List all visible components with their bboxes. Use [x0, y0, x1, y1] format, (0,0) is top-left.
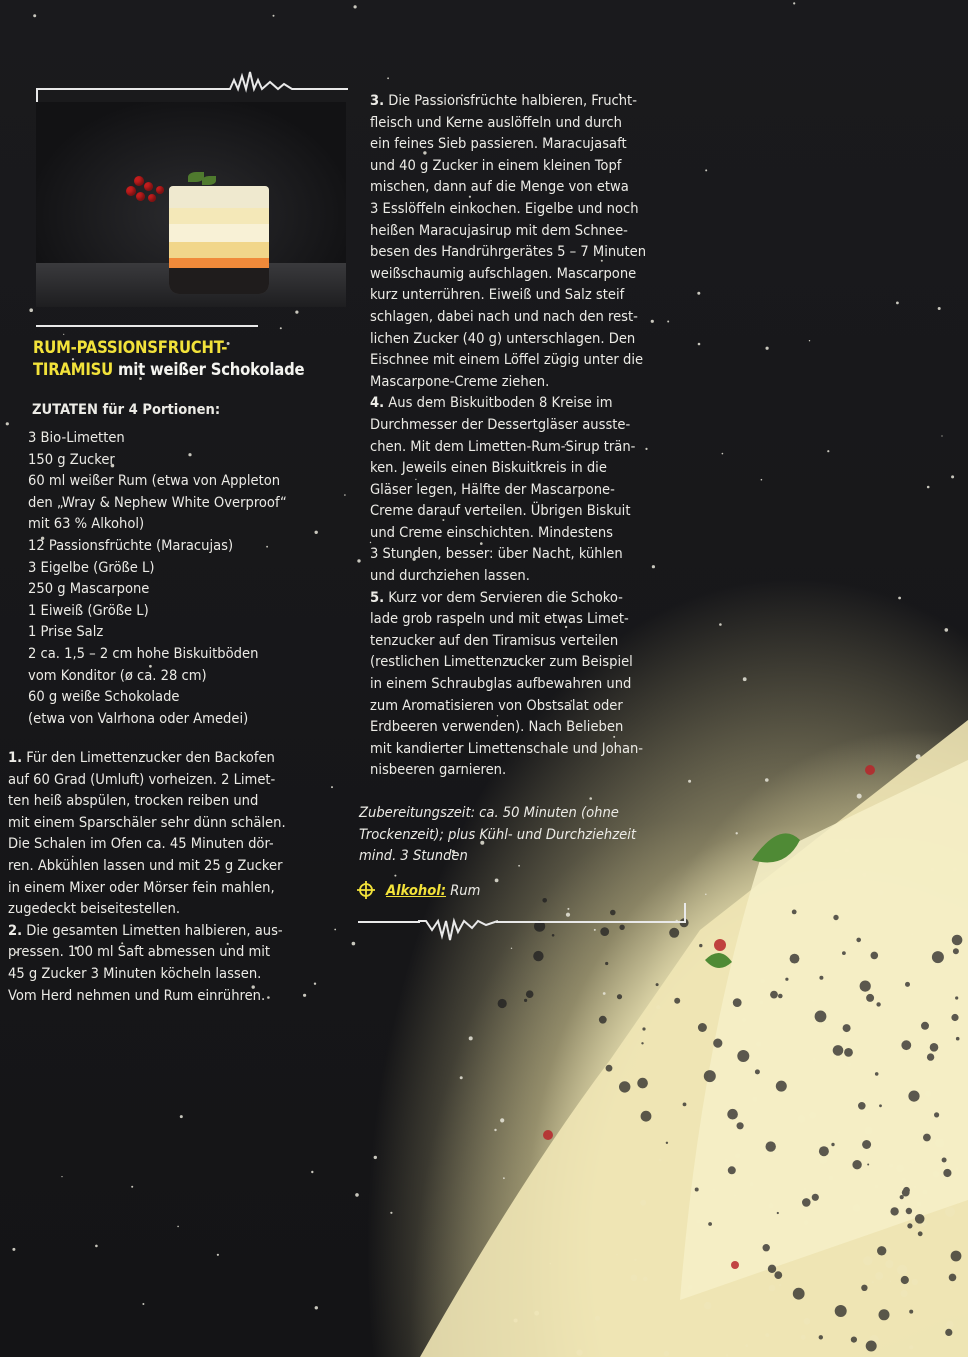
shadow-speck	[835, 1305, 847, 1317]
sugar-speck	[857, 794, 862, 799]
step-1-line: ren. Abkühlen lassen und mit 25 g Zucker	[8, 856, 283, 874]
sugar-speck	[315, 1306, 318, 1309]
shadow-speck	[669, 928, 679, 938]
ingredients-list	[28, 427, 358, 729]
title-subtitle: mit weißer Schokolade	[117, 360, 305, 379]
shadow-speck	[921, 1022, 929, 1030]
step-4-line: Creme darauf verteilen. Übrigen Biskuit	[370, 502, 631, 520]
shadow-speck	[930, 1043, 939, 1052]
shadow-speck	[792, 910, 797, 915]
shadow-speck	[861, 1285, 867, 1291]
sugar-speck	[567, 908, 569, 910]
shadow-speck	[778, 994, 783, 999]
step-5-line	[370, 587, 700, 609]
shadow-speck	[945, 1329, 952, 1336]
shadow-speck	[713, 1039, 722, 1048]
step-1-line: auf 60 Grad (Umluft) vorheizen. 2 Limet-	[8, 770, 276, 788]
shadow-speck	[900, 1195, 904, 1199]
shadow-speck	[812, 1194, 819, 1201]
sugar-speck	[945, 628, 949, 632]
shadow-speck	[909, 1310, 913, 1314]
shadow-speck	[951, 1014, 958, 1021]
shadow-speck	[683, 1103, 687, 1107]
shadow-speck	[524, 999, 527, 1002]
step-4-text: Aus dem Biskuitboden 8 Kreise im	[388, 394, 613, 412]
step-2-line: Vom Herd nehmen und Rum einrühren.	[8, 986, 266, 1004]
shadow-speck	[851, 1337, 857, 1343]
shadow-speck	[956, 1037, 960, 1041]
shadow-speck	[879, 1309, 890, 1320]
shadow-speck	[642, 1027, 645, 1030]
step-4-line: ken. Jeweils einen Biskuitkreis in die	[370, 459, 607, 477]
sugar-speck	[589, 797, 592, 800]
shadow-speck	[695, 1188, 699, 1192]
shadow-speck	[901, 1276, 909, 1284]
shadow-speck	[819, 976, 823, 980]
shadow-speck	[704, 1070, 716, 1082]
shadow-speck	[908, 1091, 919, 1102]
sugar-speck	[273, 15, 275, 17]
shadow-speck	[785, 978, 788, 981]
sugar-speck	[566, 913, 570, 917]
ingredients-block	[32, 399, 352, 421]
step-3-line: mischen, dann auf die Menge von etwa	[370, 178, 629, 196]
ingredient-item: 60 g weiße Schokolade	[28, 688, 180, 706]
recipe-title	[33, 337, 353, 381]
step-1-number: 1.	[8, 749, 23, 766]
zigzag-top-left-icon	[222, 70, 302, 94]
sugar-speck	[766, 347, 769, 350]
ingredient-item: 3 Eigelbe (Größe L)	[28, 558, 155, 576]
shadow-speck	[955, 996, 958, 999]
shadow-speck	[733, 998, 742, 1007]
steps-right-column	[370, 90, 700, 781]
shadow-speck	[875, 1072, 879, 1076]
shadow-speck	[552, 934, 555, 937]
shadow-speck	[879, 1104, 882, 1107]
step-3-line	[370, 90, 700, 112]
step-3-line: schlagen, dabei nach und nach den rest-	[370, 307, 638, 325]
sugar-speck	[951, 475, 954, 478]
shadow-speck	[860, 981, 871, 992]
shadow-speck	[901, 1040, 911, 1050]
step-2-text: Die gesamten Limetten halbieren, aus-	[26, 921, 283, 939]
shadow-speck	[674, 998, 680, 1004]
sugar-speck	[927, 486, 930, 489]
shadow-speck	[866, 1341, 877, 1352]
step-5-line: nisbeeren garnieren.	[370, 761, 507, 779]
sugar-speck	[500, 1118, 504, 1122]
sugar-speck	[177, 1226, 179, 1228]
crosshair-target-icon	[357, 881, 375, 899]
step-3-line: Eischnee mit einem Löffel zügig unter die	[370, 351, 644, 369]
shadow-speck	[953, 948, 959, 954]
shadow-speck	[819, 1146, 829, 1156]
shadow-speck	[737, 1122, 744, 1129]
shadow-speck	[610, 910, 616, 916]
shadow-speck	[905, 982, 910, 987]
shadow-speck	[777, 1212, 779, 1214]
sugar-speck	[354, 5, 357, 8]
step-3-line: heißen Maracujasirup mit dem Schnee-	[370, 221, 628, 239]
title-highlight-line1: RUM-PASSIONSFRUCHT-	[33, 338, 228, 357]
step-1-text: Für den Limettenzucker den Backofen	[26, 749, 275, 766]
frame-right-vertical	[684, 903, 686, 923]
frame-top-left-line	[36, 88, 226, 90]
shadow-speck	[533, 951, 543, 961]
sugar-speck	[705, 894, 707, 896]
shadow-speck	[641, 1111, 652, 1122]
step-4-line: Durchmesser der Dessertgläser ausste-	[370, 415, 631, 433]
sugar-speck	[374, 1156, 377, 1159]
sugar-speck	[765, 778, 769, 782]
step-4-line: und durchziehen lassen.	[370, 567, 530, 585]
dessert-photo	[36, 102, 346, 307]
shadow-speck	[952, 935, 963, 946]
step-4-line: 3 Stunden, besser: über Nacht, kühlen	[370, 545, 623, 563]
shadow-speck	[890, 1207, 898, 1215]
shadow-speck	[666, 1142, 668, 1144]
sugar-speck	[719, 623, 722, 626]
shadow-speck	[526, 990, 534, 998]
step-2-number: 2.	[8, 921, 23, 939]
step-5-line: lade grob raspeln und mit etwas Limet-	[370, 610, 629, 628]
ingredient-item: 150 g Zucker	[28, 450, 115, 468]
step-1-line	[8, 747, 353, 769]
shadow-speck	[599, 1016, 607, 1024]
sugar-speck	[33, 14, 36, 17]
step-5-line: Erdbeeren verwenden). Nach Belieben	[370, 718, 624, 736]
shadow-speck	[831, 1143, 834, 1146]
sugar-speck	[63, 334, 64, 335]
shadow-speck	[766, 1141, 776, 1151]
sugar-speck	[180, 1115, 183, 1118]
shadow-speck	[641, 1042, 643, 1044]
sugar-speck	[131, 1186, 133, 1188]
step-2-line: 45 g Zucker 3 Minuten köcheln lassen.	[8, 964, 262, 982]
ingredient-item: 60 ml weißer Rum (etwa von Appleton	[28, 472, 281, 490]
step-3-line: kurz unterrühren. Eiweiß und Salz steif	[370, 286, 625, 304]
sugar-speck	[705, 169, 707, 171]
shadow-speck	[876, 1002, 880, 1006]
shadow-speck	[606, 1065, 613, 1072]
sugar-speck	[469, 1036, 473, 1040]
step-1-line: zugedeckt beiseitestellen.	[8, 900, 180, 918]
step-2-line	[8, 920, 353, 942]
shadow-speck	[498, 999, 507, 1008]
shadow-speck	[770, 991, 778, 999]
ingredient-item: 2 ca. 1,5 – 2 cm hohe Biskuitböden	[28, 644, 259, 662]
step-3-number: 3.	[370, 92, 385, 109]
frame-bottom-left-line	[358, 921, 420, 923]
shadow-speck	[852, 1160, 861, 1169]
sugar-speck	[722, 453, 724, 455]
shadow-speck	[793, 1288, 805, 1300]
alcohol-label: Alkohol:	[386, 882, 447, 899]
shadow-speck	[927, 1053, 934, 1060]
shadow-speck	[833, 915, 838, 920]
shadow-speck	[790, 954, 800, 964]
shadow-speck	[906, 1208, 912, 1214]
shadow-speck	[856, 938, 861, 943]
sugar-speck	[761, 479, 763, 481]
sugar-speck	[898, 597, 901, 600]
shadow-speck	[915, 1214, 925, 1224]
dessert-glass	[169, 186, 269, 294]
shadow-speck	[656, 983, 659, 986]
shadow-speck	[923, 1134, 931, 1142]
step-1-line: ten heiß abspülen, trocken reiben und	[8, 792, 259, 810]
alcohol-line	[386, 880, 586, 902]
step-3-line: 3 Esslöffeln einkochen. Eigelbe und noch	[370, 199, 639, 217]
prep-time-line: mind. 3 Stunden	[359, 847, 468, 865]
step-4-line	[370, 392, 700, 414]
sugar-speck	[394, 875, 396, 877]
step-1-line: in einem Mixer oder Mörser fein mahlen,	[8, 878, 275, 896]
step-5-line: in einem Schraubglas aufbewahren und	[370, 675, 632, 693]
step-3-line: besen des Handrührgerätes 5 – 7 Minuten	[370, 243, 647, 261]
ingredient-item: mit 63 % Alkohol)	[28, 515, 145, 533]
sugar-speck	[355, 1193, 359, 1197]
sugar-speck	[594, 929, 596, 931]
sugar-speck	[61, 1176, 62, 1177]
sugar-speck	[217, 1254, 219, 1256]
step-3-line: Mascarpone-Creme ziehen.	[370, 372, 550, 390]
sugar-speck	[387, 77, 389, 79]
ingredient-item: den „Wray & Nephew White Overproof“	[28, 493, 287, 511]
shadow-speck	[728, 1166, 736, 1174]
ingredient-item: vom Konditor (ø ca. 28 cm)	[28, 666, 207, 684]
shadow-speck	[763, 1244, 770, 1251]
shadow-speck	[943, 1169, 951, 1177]
sugar-speck	[295, 311, 298, 314]
sugar-speck	[941, 435, 942, 436]
sugar-speck	[142, 1303, 144, 1305]
ingredient-item: 1 Eiweiß (Größe L)	[28, 601, 149, 619]
sugar-speck	[827, 450, 829, 452]
shadow-speck	[858, 1102, 866, 1110]
shadow-speck	[819, 1335, 823, 1339]
step-3-text: Die Passionsfrüchte halbieren, Frucht-	[388, 92, 637, 109]
shadow-speck	[871, 952, 879, 960]
zigzag-bottom-icon	[418, 916, 498, 944]
shadow-speck	[867, 1164, 869, 1166]
frame-bottom-right-line	[496, 921, 686, 923]
sugar-speck	[95, 1245, 98, 1248]
shadow-speck	[619, 1081, 630, 1092]
sugar-speck	[12, 1248, 15, 1251]
title-highlight-line2: TIRAMISU	[33, 360, 114, 379]
sugar-speck	[896, 302, 899, 305]
sugar-speck	[6, 422, 9, 425]
sugar-speck	[280, 327, 282, 329]
step-5-number: 5.	[370, 588, 385, 606]
shadow-speck	[699, 944, 702, 947]
ingredient-item: 12 Passionsfrüchte (Maracujas)	[28, 536, 234, 554]
shadow-speck	[844, 1048, 853, 1057]
step-5-text: Kurz vor dem Servieren die Schoko-	[388, 588, 623, 606]
shadow-speck	[932, 951, 944, 963]
steps-left-column	[8, 747, 353, 1006]
ingredients-heading: ZUTATEN für 4 Portionen:	[32, 401, 221, 418]
shadow-speck	[774, 1271, 782, 1279]
prep-time-line: Trockenzeit); plus Kühl- und Durchziehzeit	[359, 825, 636, 843]
step-3-line: ein feines Sieb passieren. Maracujasaft	[370, 135, 627, 153]
step-2-line: pressen. 100 ml Saft abmessen und mit	[8, 943, 271, 961]
sugar-speck	[503, 1177, 505, 1179]
frame-top-right-line	[300, 88, 348, 90]
shadow-speck	[802, 1198, 811, 1207]
shadow-speck	[843, 1024, 851, 1032]
shadow-speck	[918, 1231, 923, 1236]
shadow-speck	[951, 1251, 962, 1262]
shadow-speck	[727, 1109, 738, 1120]
shadow-speck	[768, 1265, 776, 1273]
shadow-speck	[877, 1246, 886, 1255]
shadow-speck	[949, 1274, 957, 1282]
step-4-number: 4.	[370, 394, 385, 412]
sugar-speck	[311, 1171, 313, 1173]
shadow-speck	[902, 1189, 910, 1197]
ingredient-item: 3 Bio-Limetten	[28, 429, 125, 446]
sugar-speck	[29, 308, 33, 312]
step-3-line: und 40 g Zucker in einem kleinen Topf	[370, 156, 622, 174]
shadow-speck	[698, 1023, 707, 1032]
step-4-line: und Creme einschichten. Mindestens	[370, 523, 613, 541]
sugar-speck	[938, 307, 941, 310]
shadow-speck	[815, 1011, 827, 1023]
step-4-line: chen. Mit dem Limetten-Rum-Sirup trän-	[370, 437, 636, 455]
shadow-speck	[600, 927, 609, 936]
step-1-line: mit einem Sparschäler sehr dünn schälen.	[8, 813, 286, 831]
step-5-line: tenzucker auf den Tiramisus verteilen	[370, 631, 619, 649]
shadow-speck	[842, 951, 846, 955]
shadow-speck	[637, 1078, 648, 1089]
step-3-line: lichen Zucker (40 g) unterschlagen. Den	[370, 329, 636, 347]
shadow-speck	[907, 1223, 912, 1228]
shadow-speck	[776, 1081, 787, 1092]
shadow-speck	[708, 1222, 712, 1226]
sugar-speck	[793, 2, 795, 4]
step-3-line: fleisch und Kerne auslöffeln und durch	[370, 113, 622, 131]
step-1-line: Die Schalen im Ofen ca. 45 Minuten dör-	[8, 835, 274, 853]
shadow-speck	[934, 1112, 939, 1117]
step-5-line: mit kandierter Limettenschale und Johan-	[370, 739, 644, 757]
shadow-speck	[605, 962, 608, 965]
ingredient-item: 1 Prise Salz	[28, 623, 104, 641]
shadow-speck	[833, 1045, 844, 1056]
sugar-speck	[736, 832, 738, 834]
ingredient-item: (etwa von Valrhona oder Amedei)	[28, 709, 249, 727]
sugar-speck	[390, 1212, 392, 1214]
shadow-speck	[619, 925, 624, 930]
step-5-line: zum Aromatisieren von Obstsalat oder	[370, 696, 623, 714]
shadow-speck	[862, 1140, 871, 1149]
sugar-speck	[460, 1076, 463, 1079]
ingredient-item: 250 g Mascarpone	[28, 580, 150, 598]
sugar-speck	[603, 992, 606, 995]
shadow-speck	[942, 1158, 947, 1163]
sugar-speck	[511, 948, 512, 949]
sugar-speck	[494, 1129, 496, 1131]
sugar-speck	[809, 340, 810, 341]
step-4-line: Gläser legen, Hälfte der Mascarpone-	[370, 480, 615, 498]
shadow-speck	[737, 1050, 749, 1062]
step-5-line: (restlichen Limettenzucker zum Beispiel	[370, 653, 633, 671]
prep-time-block	[359, 802, 699, 867]
step-3-line: weißschaumig aufschlagen. Mascarpone	[370, 264, 637, 282]
sugar-speck	[743, 677, 747, 681]
shadow-speck	[866, 994, 874, 1002]
shadow-speck	[617, 994, 622, 999]
alcohol-value: Rum	[450, 882, 481, 899]
prep-time-line: Zubereitungszeit: ca. 50 Minuten (ohne	[359, 804, 619, 821]
frame-photo-underline	[36, 325, 258, 327]
shadow-speck	[755, 1069, 760, 1074]
